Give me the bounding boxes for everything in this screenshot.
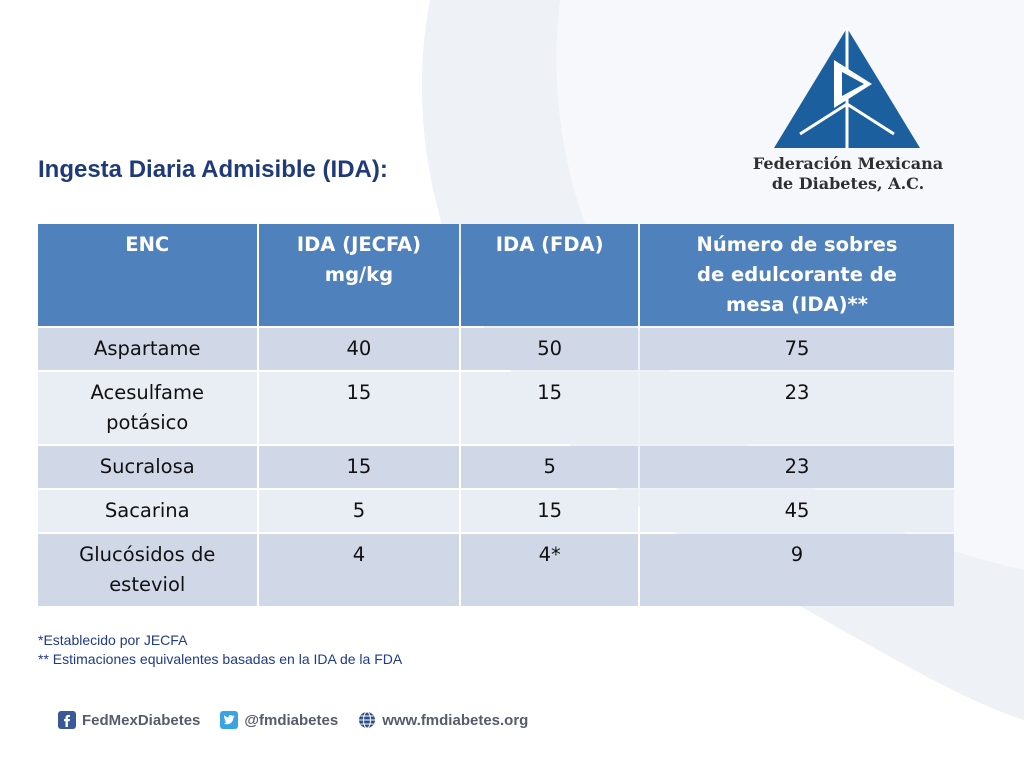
- header-ida-jecfa-line: IDA (JECFA): [296, 233, 422, 256]
- cell-sobres: 75: [640, 328, 954, 370]
- cell-enc: [38, 534, 257, 606]
- twitter-link[interactable]: [220, 711, 338, 729]
- social-footer: [58, 711, 548, 729]
- twitter-handle: @fmdiabetes: [244, 711, 339, 729]
- cell-enc: [38, 328, 257, 370]
- fmd-logo: [748, 24, 948, 214]
- cell-sobres: 45: [640, 490, 954, 532]
- cell-fda: 50: [461, 328, 638, 370]
- cell-enc-line: Sucralosa: [99, 455, 195, 478]
- twitter-icon: [220, 711, 238, 729]
- cell-jecfa: 15: [259, 372, 460, 444]
- logo-line-2: de Diabetes, A.C.: [771, 174, 925, 193]
- website-url: www.fmdiabetes.org: [382, 711, 529, 729]
- table-body: [38, 328, 954, 606]
- table-header-row: [38, 224, 954, 326]
- cell-jecfa: 15: [259, 446, 460, 488]
- header-enc-line: ENC: [125, 233, 170, 256]
- header-ida-fda: [461, 224, 638, 326]
- table-row: [38, 372, 954, 444]
- cell-sobres: 9: [640, 534, 954, 606]
- logo-line-1: Federación Mexicana: [752, 154, 944, 173]
- table-row: [38, 446, 954, 488]
- header-enc: [38, 224, 257, 326]
- cell-fda: 15: [461, 372, 638, 444]
- cell-enc-line: Aspartame: [94, 337, 201, 360]
- cell-sobres: 23: [640, 446, 954, 488]
- cell-jecfa: 5: [259, 490, 460, 532]
- header-sobres-line: Número de sobres: [696, 233, 898, 256]
- table-row: [38, 534, 954, 606]
- footnotes: [38, 631, 402, 669]
- facebook-handle: FedMexDiabetes: [82, 711, 201, 729]
- page-title: Ingesta Diaria Admisible (IDA):: [38, 156, 388, 183]
- cell-enc-line: potásico: [106, 411, 189, 434]
- header-sobres-line: mesa (IDA)**: [726, 293, 868, 316]
- cell-jecfa: 4: [259, 534, 460, 606]
- cell-enc: [38, 372, 257, 444]
- triangle-logo-icon: [772, 24, 922, 152]
- cell-sobres: 23: [640, 372, 954, 444]
- globe-icon: [358, 711, 376, 729]
- table-row: [38, 328, 954, 370]
- footnote-fda: ** Estimaciones equivalentes basadas en la IDA de la FDA: [38, 651, 403, 667]
- facebook-link[interactable]: [58, 711, 200, 729]
- header-ida-fda-line: IDA (FDA): [495, 233, 604, 256]
- cell-enc: [38, 490, 257, 532]
- header-sobres: [640, 224, 954, 326]
- cell-fda: 4*: [461, 534, 638, 606]
- cell-enc-line: esteviol: [109, 573, 186, 596]
- ida-table: [36, 222, 956, 608]
- facebook-icon: [58, 711, 76, 729]
- cell-jecfa: 40: [259, 328, 460, 370]
- header-sobres-line: de edulcorante de: [697, 263, 897, 286]
- cell-enc-line: Acesulfame: [90, 381, 204, 404]
- cell-enc-line: Sacarina: [104, 499, 190, 522]
- website-link[interactable]: [358, 711, 528, 729]
- cell-fda: 15: [461, 490, 638, 532]
- footnote-jecfa: *Establecido por JECFA: [38, 632, 188, 648]
- cell-fda: 5: [461, 446, 638, 488]
- cell-enc-line: Glucósidos de: [79, 543, 216, 566]
- header-ida-jecfa-line: mg/kg: [324, 263, 394, 286]
- cell-enc: [38, 446, 257, 488]
- table-row: [38, 490, 954, 532]
- header-ida-jecfa: [259, 224, 460, 326]
